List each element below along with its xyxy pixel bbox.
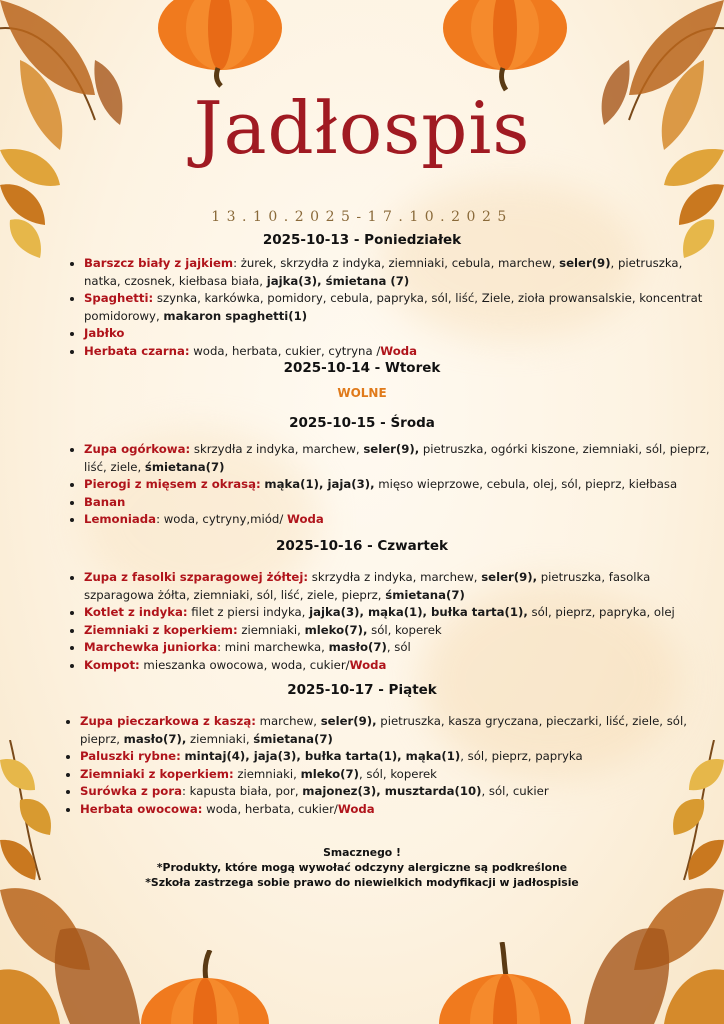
dish-name: Banan	[84, 494, 126, 509]
menu-item	[80, 783, 700, 801]
ingredient-text: sól, pieprz, papryka, olej	[527, 605, 675, 619]
menu-list-thursday	[70, 569, 714, 674]
menu-item	[84, 255, 714, 290]
dish-name: Kompot:	[84, 657, 140, 672]
menu-item	[84, 476, 714, 494]
ingredient-text: ziemniaki,	[233, 766, 301, 781]
menu-item	[84, 511, 714, 529]
ingredient-text: , sól, cukier	[481, 784, 549, 798]
ingredient-text: , sól, koperek	[358, 766, 437, 781]
ingredient-text: ziemniaki,	[237, 622, 305, 637]
allergen-ingredient: śmietana(7)	[385, 587, 465, 602]
ingredient-text: pietruszka, fasolka szparagowa żółta, ziemniaki, sól, liść, ziele, pieprz,	[84, 570, 651, 602]
ingredient-text: pietruszka, kasza gryczana, pieczarki, liść, ziele, sól, pieprz,	[80, 714, 687, 746]
menu-item	[84, 569, 714, 604]
menu-item	[84, 639, 714, 657]
ingredient-text: : mini marchewka,	[217, 640, 329, 654]
day-heading-wednesday: 2025-10-15 - Środa	[289, 415, 435, 431]
ingredient-text: mieszanka owocowa, woda, cukier/	[139, 657, 350, 672]
allergen-ingredient: majonez(3), musztarda(10)	[302, 784, 482, 798]
allergen-ingredient: mleko(7)	[300, 766, 359, 781]
menu-item	[84, 325, 714, 343]
allergen-ingredient: śmietana(7)	[253, 731, 333, 746]
ingredient-text: pietruszka, ogórki kiszone, ziemniaki, sól, pieprz, liść, ziele,	[84, 442, 710, 474]
menu-item	[84, 657, 714, 675]
footer-disclaimer: *Szkoła zastrzega sobie prawo do niewielkich modyfikacji w jadłospisie	[145, 876, 579, 889]
day-heading-thursday: 2025-10-16 - Czwartek	[276, 538, 448, 554]
dish-name: Woda	[380, 343, 418, 358]
ingredient-text: mięso wieprzowe, cebula, olej, sól, pieprz, kiełbasa	[374, 477, 678, 491]
ingredient-text: , sól, pieprz, papryka	[460, 749, 583, 763]
menu-list-monday	[70, 255, 714, 360]
pumpkin-top-left	[155, 0, 285, 88]
ingredient-text: ziemniaki,	[186, 731, 254, 746]
dish-name: Spaghetti:	[84, 291, 154, 305]
dish-name: Jabłko	[84, 326, 125, 340]
ingredient-text: : woda, cytryny,miód/	[156, 512, 287, 526]
dish-name: Paluszki rybne:	[80, 749, 181, 763]
day-off-label: WOLNE	[337, 386, 387, 400]
menu-item	[84, 290, 714, 325]
allergen-ingredient: seler(9)	[559, 256, 611, 270]
date-range: 13.10.2025-17.10.2025	[211, 209, 513, 225]
menu-item	[84, 622, 714, 640]
allergen-ingredient: mąka(1), jaja(3),	[264, 477, 375, 491]
ingredient-text: szynka, karkówka, pomidory, cebula, papryka, sól, liść, Ziele, zioła prowansalskie, koncentrat pomidorowy,	[84, 291, 703, 323]
footer-greeting: Smacznego !	[323, 846, 401, 859]
footer-allergen-note: *Produkty, które mogą wywołać odczyny alergiczne są podkreślone	[156, 861, 568, 874]
ingredient-text: filet z piersi indyka,	[187, 605, 310, 619]
dish-name: Surówka z pora	[80, 784, 182, 798]
ingredient-text: sól, koperek	[367, 622, 442, 637]
dish-name: Pierogi z mięsem z okrasą:	[84, 477, 261, 491]
ingredient-text: , sól	[386, 640, 411, 654]
menu-item	[84, 343, 714, 361]
allergen-ingredient: śmietana(7)	[144, 459, 225, 474]
dish-name: Ziemniaki z koperkiem:	[80, 766, 234, 781]
ingredient-text: marchew,	[255, 714, 321, 728]
pumpkin-bottom-right	[438, 942, 572, 1024]
day-heading-monday: 2025-10-13 - Poniedziałek	[262, 232, 462, 248]
dish-name: Barszcz biały z jajkiem	[84, 256, 234, 270]
ingredient-text: : kapusta biała, por,	[181, 784, 303, 798]
menu-item	[80, 748, 700, 766]
allergen-ingredient: jajka(3), śmietana (7)	[266, 273, 410, 288]
menu-item	[80, 713, 700, 748]
day-heading-friday: 2025-10-17 - Piątek	[287, 682, 437, 698]
pumpkin-top-right	[440, 0, 570, 92]
allergen-ingredient: seler(9),	[320, 714, 377, 728]
menu-item	[84, 441, 714, 476]
dish-name: Zupa pieczarkowa z kaszą:	[80, 714, 256, 728]
ingredient-text: woda, herbata, cukier/	[202, 801, 338, 816]
menu-item	[84, 604, 714, 622]
dish-name: Marchewka juniorka	[84, 640, 218, 654]
menu-list-friday	[66, 713, 700, 818]
day-heading-tuesday: 2025-10-14 - Wtorek	[283, 360, 441, 376]
dish-name: Zupa z fasolki szparagowej żółtej:	[84, 570, 309, 584]
dish-name: Woda	[337, 801, 375, 816]
dish-name: Zupa ogórkowa:	[84, 442, 191, 456]
dish-name: Lemoniada	[84, 512, 157, 526]
allergen-ingredient: seler(9),	[363, 442, 420, 456]
ingredient-text: woda, herbata, cukier, cytryna /	[189, 343, 381, 358]
allergen-ingredient: masło(7),	[123, 731, 187, 746]
dish-name: Kotlet z indyka:	[84, 605, 188, 619]
ingredient-text: skrzydła z indyka, marchew,	[308, 570, 482, 584]
menu-item	[84, 494, 714, 512]
pumpkin-bottom-left	[140, 950, 270, 1024]
allergen-ingredient: makaron spaghetti(1)	[163, 308, 308, 323]
allergen-ingredient: masło(7)	[328, 640, 387, 654]
dish-name: Herbata czarna:	[84, 343, 190, 358]
menu-item	[80, 766, 700, 784]
allergen-ingredient: seler(9),	[481, 570, 538, 584]
dish-name: Herbata owocowa:	[80, 801, 203, 816]
ingredient-text: , pietruszka, natka, czosnek, kiełbasa biała,	[84, 256, 683, 288]
dish-name: Woda	[286, 512, 324, 526]
ingredient-text: : żurek, skrzydła z indyka, ziemniaki, cebula, marchew,	[233, 256, 560, 270]
page-title: Jadłospis	[193, 86, 531, 170]
allergen-ingredient: jajka(3), mąka(1), bułka tarta(1),	[309, 605, 528, 619]
dish-name: Ziemniaki z koperkiem:	[84, 622, 238, 637]
allergen-ingredient: mintaj(4), jaja(3), bułka tarta(1), mąka(1)	[184, 749, 461, 763]
allergen-ingredient: mleko(7),	[304, 622, 368, 637]
menu-list-wednesday	[70, 441, 714, 529]
dish-name: Woda	[349, 657, 387, 672]
ingredient-text: skrzydła z indyka, marchew,	[190, 442, 364, 456]
menu-item	[80, 801, 700, 819]
